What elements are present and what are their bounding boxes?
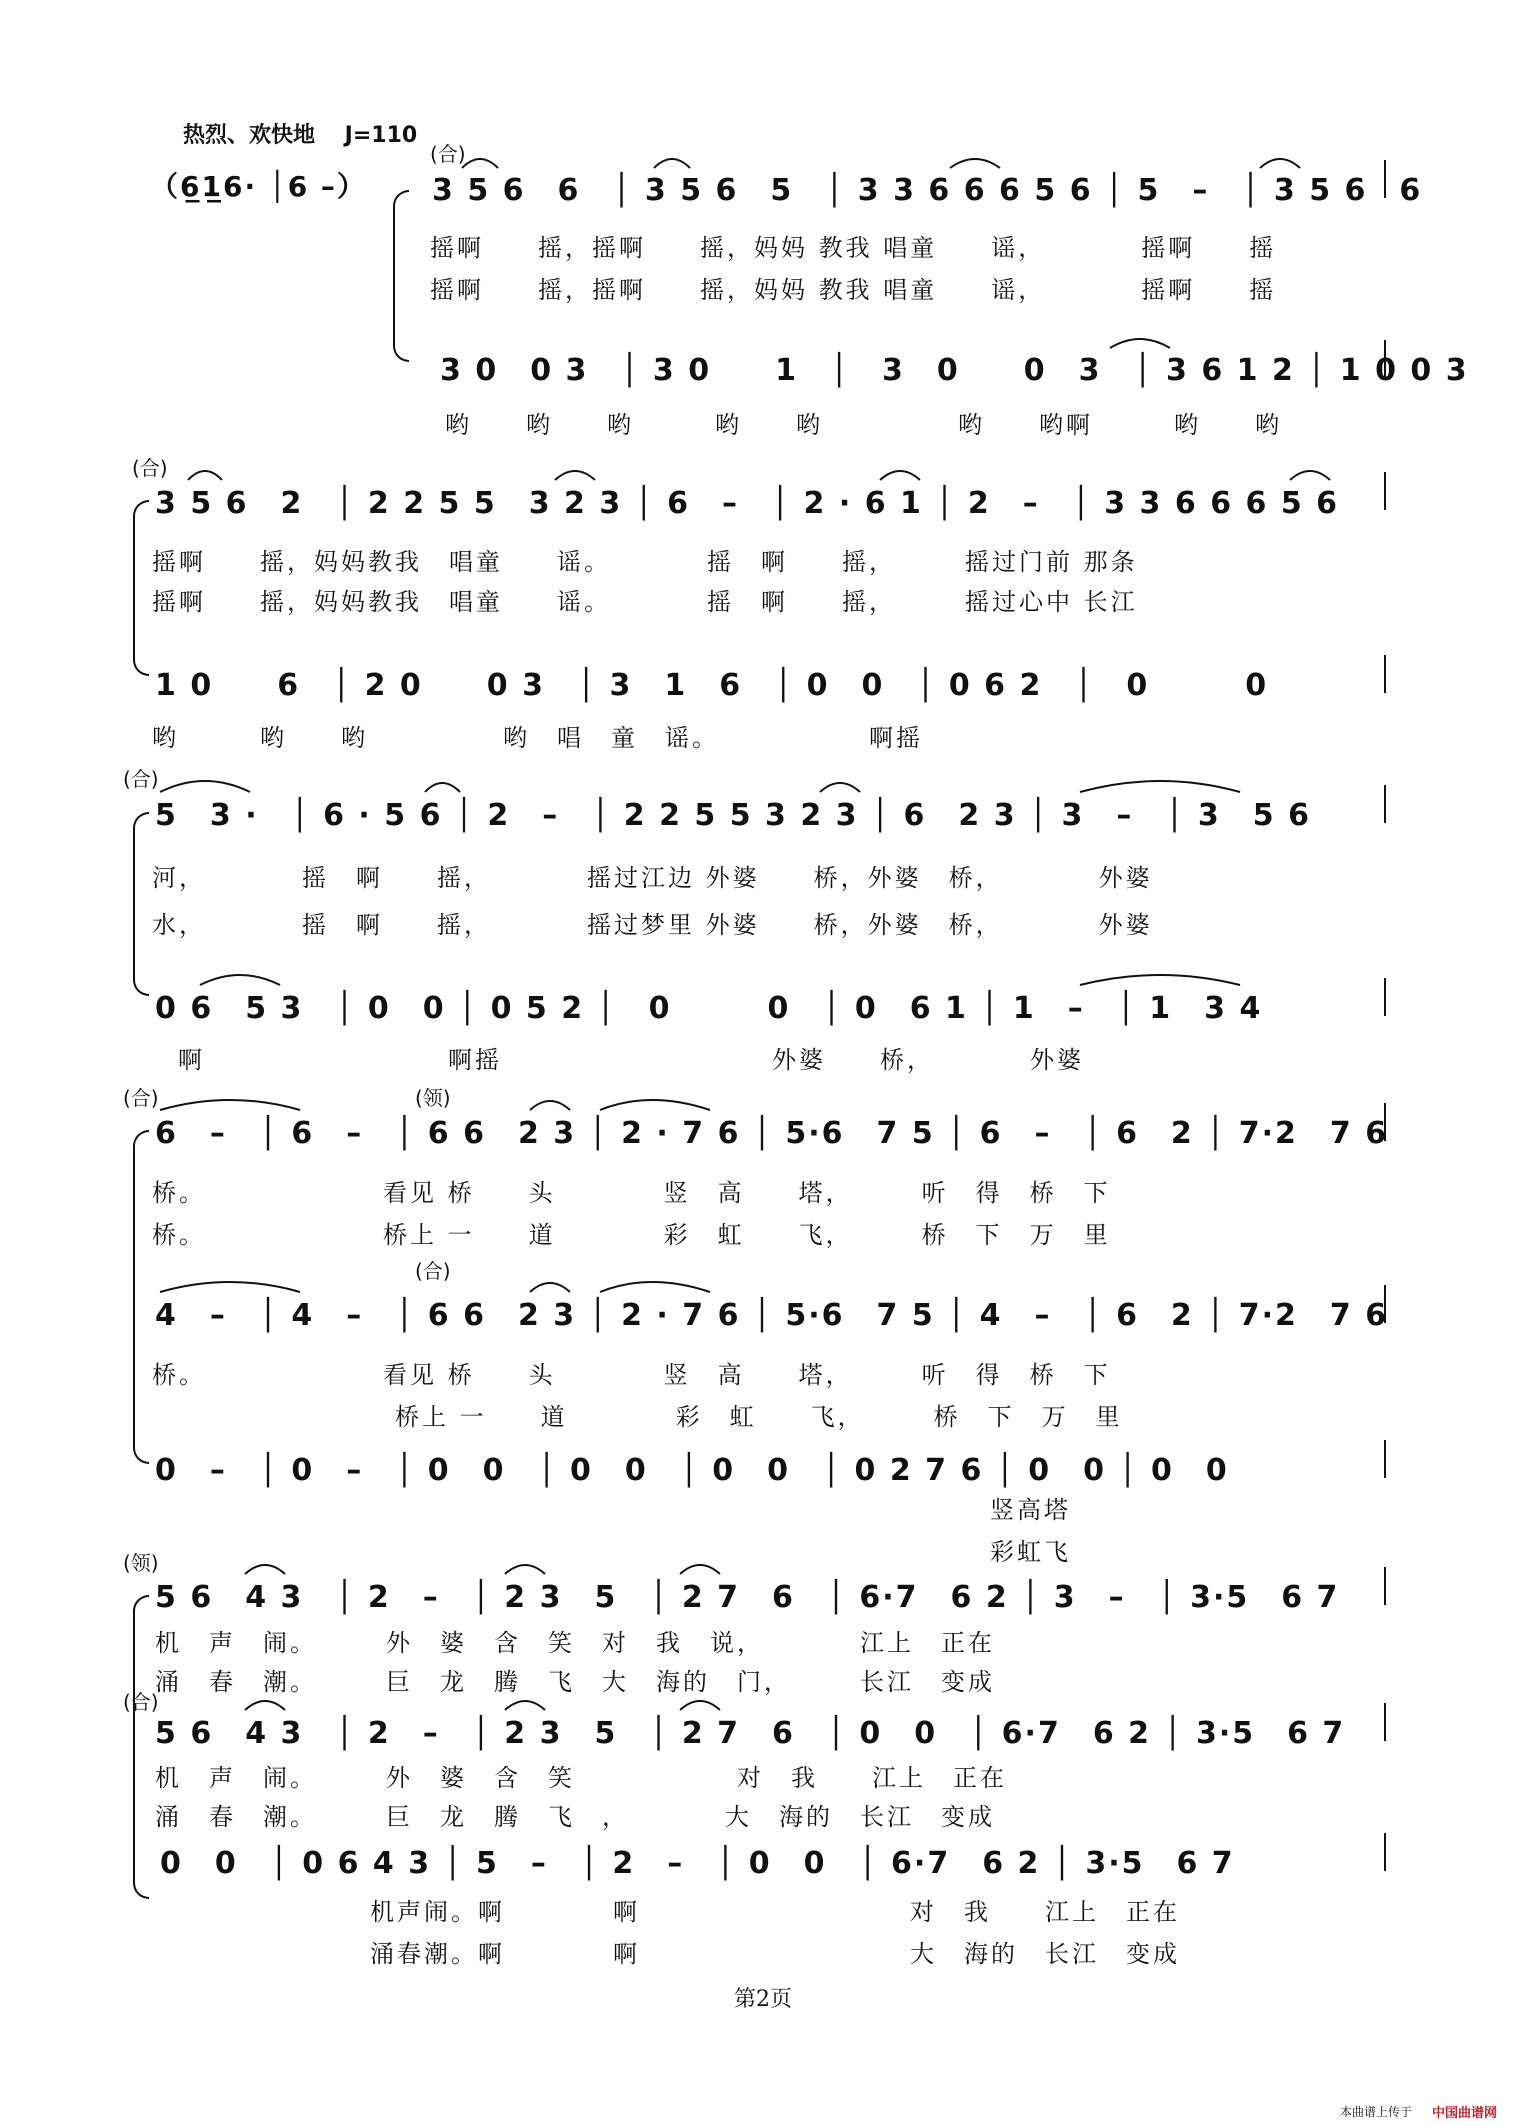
system-4-label-1: (合) [123,1086,159,1110]
slur [680,1565,720,1574]
slur [654,159,690,168]
slur [245,1565,285,1574]
slur [530,1283,570,1292]
slur [245,1701,285,1710]
system-4-upper-notes: 6 – │ 6 – │ 6 6 2 3 │ 2 · 7 6 │ 5·6 7 5 │ 6 – │ 6 2 │ 7·2 7 6 [155,1116,1389,1151]
system-4-lower-lyrics-1: 竖高塔 [990,1496,1071,1524]
slur [188,471,222,480]
system-5-label-2: (合) [123,1690,159,1714]
system-5-upper-notes: 5 6 4 3 │ 2 – │ 2 3 5 │ 2 7 6 │ 6·7 6 2 │ 3 – │ 3·5 6 7 [155,1580,1340,1615]
system-4-lower-lyrics-2: 彩虹飞 [990,1538,1071,1566]
system-4-lower-notes: 0 – │ 0 – │ 0 0 │ 0 0 │ 0 0 │ 0 2 7 6 │ 0 0 │ 0 0 [155,1453,1229,1488]
system-4-middle-lyrics-1: 桥。 看见 桥 头 竖 高 塔， 听 得 桥 下 [152,1361,1111,1389]
system-2-lower-notes: 1 0 6 │ 2 0 0 3 │ 3 1 6 │ 0 0 │ 0 6 2 │ 0 0 [155,668,1269,703]
system-4-lyrics-2: 桥。 桥上 一 道 彩 虹 飞， 桥 下 万 里 [152,1221,1111,1249]
slur [505,1565,545,1574]
slur [555,471,595,480]
page-number: 第2页 [734,1987,792,2012]
system-5-middle-notes: 5 6 4 3 │ 2 – │ 2 3 5 │ 2 7 6 │ 0 0 │ 6·7 6 2 │ 3·5 6 7 [155,1716,1346,1751]
system-1-upper-notes: 3 5 6 6 │ 3 5 6 5 │ 3 3 6 6 6 5 6 │ 5 – │ 3 5 6 6 [432,173,1423,208]
system-5-lower-lyrics-1: 机声闹。啊 啊 对 我 江上 正在 [370,1898,1180,1926]
slur [600,1282,710,1292]
system-4-label-2: (领) [415,1086,451,1110]
slur [600,1100,710,1110]
system-2-lyrics-2: 摇啊 摇，妈妈教我 唱童 谣。 摇 啊 摇， 摇过心中 长江 [152,588,1138,616]
slur [820,783,860,792]
system-3-lower-lyrics: 啊 啊摇 外婆 桥， 外婆 [178,1046,1084,1074]
system-1-lyrics-2: 摇啊 摇，摇啊 摇，妈妈 教我 唱童 谣， 摇啊 摇 [430,276,1277,304]
system-1-lyrics-1: 摇啊 摇，摇啊 摇，妈妈 教我 唱童 谣， 摇啊 摇 [430,234,1277,262]
slur [425,783,460,792]
system-4-middle-lyrics-2: 桥上 一 道 彩 虹 飞， 桥 下 万 里 [152,1403,1123,1431]
slur [200,975,280,985]
system-5-middle-lyrics-1: 机 声 闹。 外 婆 含 笑 对 我 江上 正在 [155,1764,1007,1792]
slur [505,1701,545,1710]
system-4-lyrics-1: 桥。 看见 桥 头 竖 高 塔， 听 得 桥 下 [152,1179,1111,1207]
system-5-lower-lyrics-2: 涌春潮。啊 啊 大 海的 长江 变成 [370,1940,1180,1968]
system-5-middle-lyrics-2: 涌 春 潮。 巨 龙 腾 飞 ， 大 海的 长江 变成 [155,1803,995,1831]
system-2-lower-lyrics: 哟 哟 哟 哟 唱 童 谣。 啊摇 [152,724,923,752]
slur [880,471,920,480]
system-3-lyrics-1: 河， 摇 啊 摇， 摇过江边 外婆 桥，外婆 桥， 外婆 [152,864,1153,892]
slur [160,1282,300,1292]
system-1-lower-lyrics: 哟 哟 哟 哟 哟 哟 哟啊 哟 哟 [445,411,1282,439]
system-3-label-1: (合) [123,767,159,791]
slur [1260,159,1300,168]
system-5-lower-notes: 0 0 │ 0 6 4 3 │ 5 – │ 2 – │ 0 0 │ 6·7 6 2 │ 3·5 6 7 [160,1846,1235,1881]
slur [160,781,250,792]
system-5-lyrics-1: 机 声 闹。 外 婆 含 笑 对 我 说， 江上 正在 [155,1629,995,1657]
system-2-lyrics-1: 摇啊 摇，妈妈教我 唱童 谣。 摇 啊 摇， 摇过门前 那条 [152,548,1138,576]
intro-notes: （6̲1̲6· │6 –） [150,170,367,203]
slur [1080,781,1240,792]
system-1-lower-notes: 3 0 0 3 │ 3 0 1 │ 3 0 0 3 │ 3 6 1 2 │ 1 0 0 3 [440,353,1469,388]
system-4-label-3: (合) [415,1259,451,1283]
system-4-middle-notes: 4 – │ 4 – │ 6 6 2 3 │ 2 · 7 6 │ 5·6 7 5 │ 4 – │ 6 2 │ 7·2 7 6 [155,1298,1389,1333]
system-5-label-1: (领) [123,1551,159,1575]
upload-credit: 本曲谱上传于 [1340,2105,1413,2119]
system-3-upper-notes: 5 3 · │ 6 · 5 6 │ 2 – │ 2 2 5 5 3 2 3 │ 6 2 3 │ 3 – │ 3 5 6 [155,798,1311,833]
slur [462,159,498,168]
system-5-lyrics-2: 涌 春 潮。 巨 龙 腾 飞 大 海的 门， 长江 变成 [155,1668,995,1696]
slur [950,159,1000,168]
system-1-label-1: (合) [430,142,466,166]
slur [680,1701,720,1710]
slur [1290,471,1330,480]
slur [160,1100,300,1110]
system-2-label-1: (合) [132,456,168,480]
slur [1080,975,1240,985]
tempo-marking: 热烈、欢快地 J=110 [183,123,418,148]
slur [1110,339,1170,348]
site-logo: 中国曲谱网 [1432,2106,1498,2121]
system-3-lyrics-2: 水， 摇 啊 摇， 摇过梦里 外婆 桥，外婆 桥， 外婆 [152,911,1153,939]
slur [530,1101,570,1110]
system-2-upper-notes: 3 5 6 2 │ 2 2 5 5 3 2 3 │ 6 – │ 2 · 6 1 │ 2 – │ 3 3 6 6 6 5 6 [155,486,1340,521]
system-3-lower-notes: 0 6 5 3 │ 0 0 │ 0 5 2 │ 0 0 │ 0 6 1 │ 1 – │ 1 3 4 [155,991,1263,1026]
